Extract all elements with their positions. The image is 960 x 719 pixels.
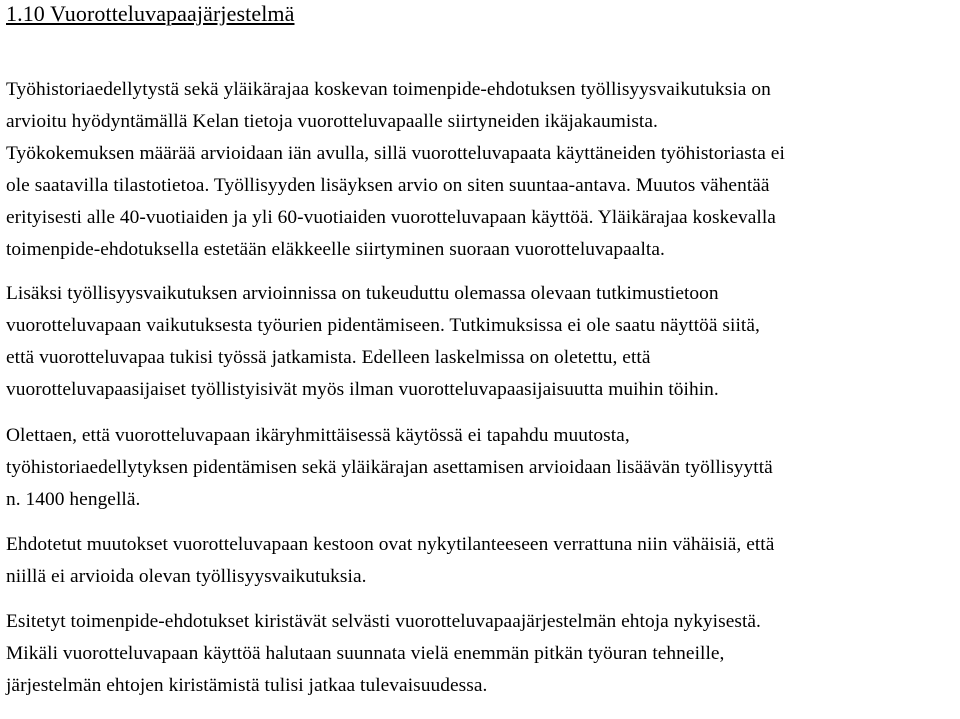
paragraph-3 bbox=[6, 420, 956, 516]
paragraph-5-line: järjestelmän ehtojen kiristämistä tulisi jatkaa tulevaisuudessa. bbox=[6, 675, 488, 696]
paragraph-1 bbox=[6, 74, 956, 266]
document-page bbox=[6, 0, 956, 702]
paragraph-4 bbox=[6, 529, 956, 593]
paragraph-1-line: erityisesti alle 40-vuotiaiden ja yli 60-vuotiaiden vuorotteluvapaan käyttöä. Yläikärajaa koskevalla bbox=[6, 207, 776, 228]
paragraph-1-line: Työkokemuksen määrää arvioidaan iän avulla, sillä vuorotteluvapaata käyttäneiden työhistoriasta ei bbox=[6, 143, 785, 164]
paragraph-3-line: työhistoriaedellytyksen pidentämisen sekä yläikärajan asettamisen arvioidaan lisäävän työllisyyttä bbox=[6, 457, 773, 478]
paragraph-1-line: arvioitu hyödyntämällä Kelan tietoja vuorotteluvapaalle siirtyneiden ikäjakaumista. bbox=[6, 111, 658, 132]
paragraph-2 bbox=[6, 278, 956, 406]
paragraph-1-line: ole saatavilla tilastotietoa. Työllisyyden lisäyksen arvio on siten suuntaa-antava. Muutos vähentää bbox=[6, 175, 770, 196]
paragraph-2-line: että vuorotteluvapaa tukisi työssä jatkamista. Edelleen laskelmissa on oletettu, että bbox=[6, 347, 651, 368]
paragraph-1-line: Työhistoriaedellytystä sekä yläikärajaa koskevan toimenpide-ehdotuksen työllisyysvaikutuksia on bbox=[6, 79, 771, 100]
paragraph-3-line: Olettaen, että vuorotteluvapaan ikäryhmittäisessä käytössä ei tapahdu muutosta, bbox=[6, 425, 630, 446]
paragraph-1-line: toimenpide-ehdotuksella estetään eläkkeelle siirtyminen suoraan vuorotteluvapaalta. bbox=[6, 239, 665, 260]
paragraph-2-line: Lisäksi työllisyysvaikutuksen arvioinnissa on tukeuduttu olemassa olevaan tutkimustietoon bbox=[6, 283, 719, 304]
paragraph-5 bbox=[6, 606, 956, 702]
paragraph-4-line: Ehdotetut muutokset vuorotteluvapaan kestoon ovat nykytilanteeseen verrattuna niin vähäisiä, että bbox=[6, 534, 775, 555]
paragraph-3-line: n. 1400 hengellä. bbox=[6, 489, 141, 510]
paragraph-5-line: Esitetyt toimenpide-ehdotukset kiristävät selvästi vuorotteluvapaajärjestelmän ehtoja nykyisestä. bbox=[6, 611, 761, 632]
paragraph-2-line: vuorotteluvapaan vaikutuksesta työurien pidentämiseen. Tutkimuksissa ei ole saatu näyttöä siitä, bbox=[6, 315, 760, 336]
paragraph-5-line: Mikäli vuorotteluvapaan käyttöä halutaan suunnata vielä enemmän pitkän työuran tehneille, bbox=[6, 643, 725, 664]
section-heading: 1.10 Vuorotteluvapaajärjestelmä bbox=[6, 1, 295, 26]
paragraph-4-line: niillä ei arvioida olevan työllisyysvaikutuksia. bbox=[6, 566, 367, 587]
paragraph-2-line: vuorotteluvapaasijaiset työllistyisivät myös ilman vuorotteluvapaasijaisuutta muihin töihin. bbox=[6, 379, 719, 400]
